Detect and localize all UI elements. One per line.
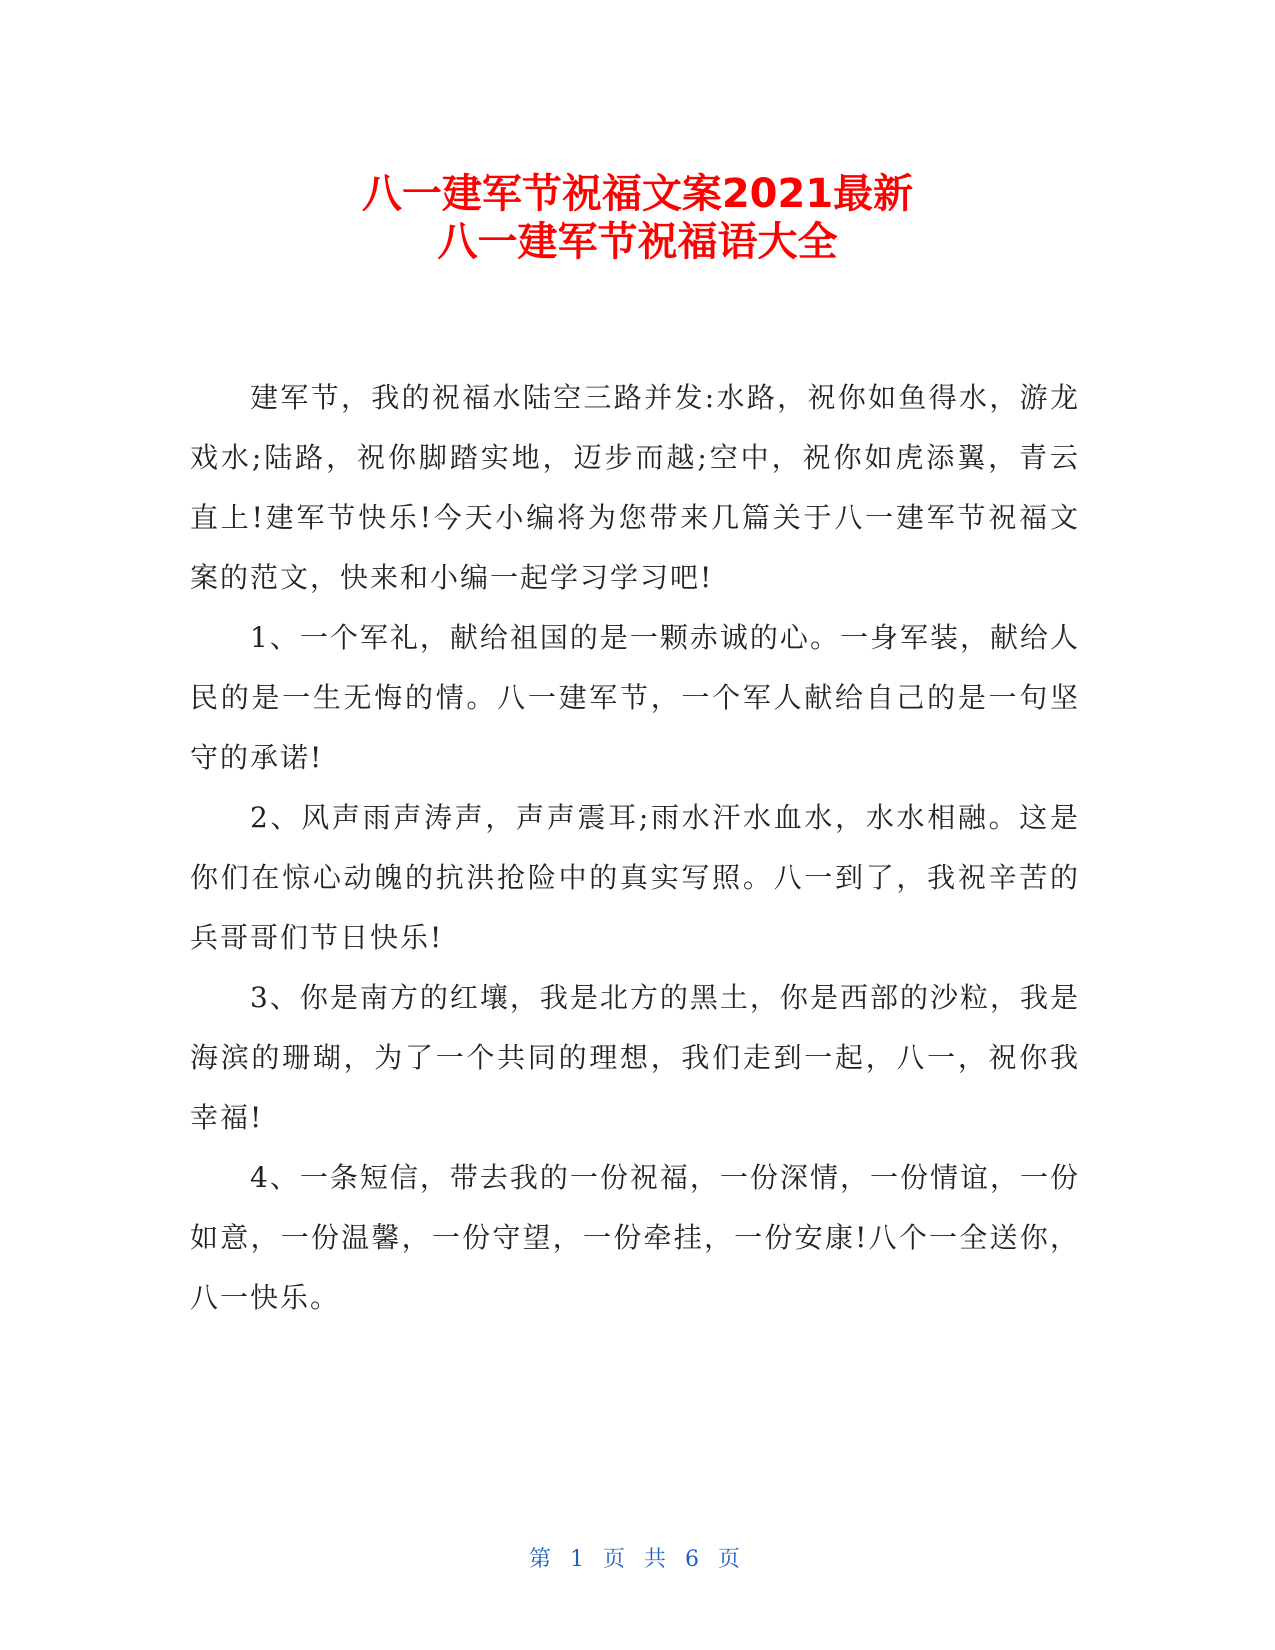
blessing-paragraph-4: 4、一条短信，带去我的一份祝福，一份深情，一份情谊，一份如意，一份温馨，一份守望，一份牵挂，一份安康!八个一全送你，八一快乐。 [190,1161,1080,1314]
blessing-paragraph-1: 1、一个军礼，献给祖国的是一颗赤诚的心。一身军装，献给人民的是一生无悔的情。八一建军节，一个军人献给自己的是一句坚守的承诺! [190,621,1080,774]
blessing-paragraph-3: 3、你是南方的红壤，我是北方的黑土，你是西部的沙粒，我是海滨的珊瑚，为了一个共同的理想，我们走到一起，八一，祝你我幸福! [190,981,1080,1134]
document-body [190,368,1080,1328]
document-title-line-1: 八一建军节祝福文案2021最新 [361,171,914,217]
intro-paragraph: 建军节，我的祝福水陆空三路并发:水路，祝你如鱼得水，游龙戏水;陆路，祝你脚踏实地，迈步而越;空中，祝你如虎添翼，青云直上!建军节快乐!今天小编将为您带来几篇关于八一建军节祝福文案的范文，快来和小编一起学习学习吧! [190,381,1080,594]
document-title-line-2: 八一建军节祝福语大全 [437,219,838,265]
blessing-paragraph-2: 2、风声雨声涛声，声声震耳;雨水汗水血水，水水相融。这是你们在惊心动魄的抗洪抢险中的真实写照。八一到了，我祝辛苦的兵哥哥们节日快乐! [190,801,1080,954]
page-number-footer: 第 1 页 共 6 页 [529,1547,746,1572]
